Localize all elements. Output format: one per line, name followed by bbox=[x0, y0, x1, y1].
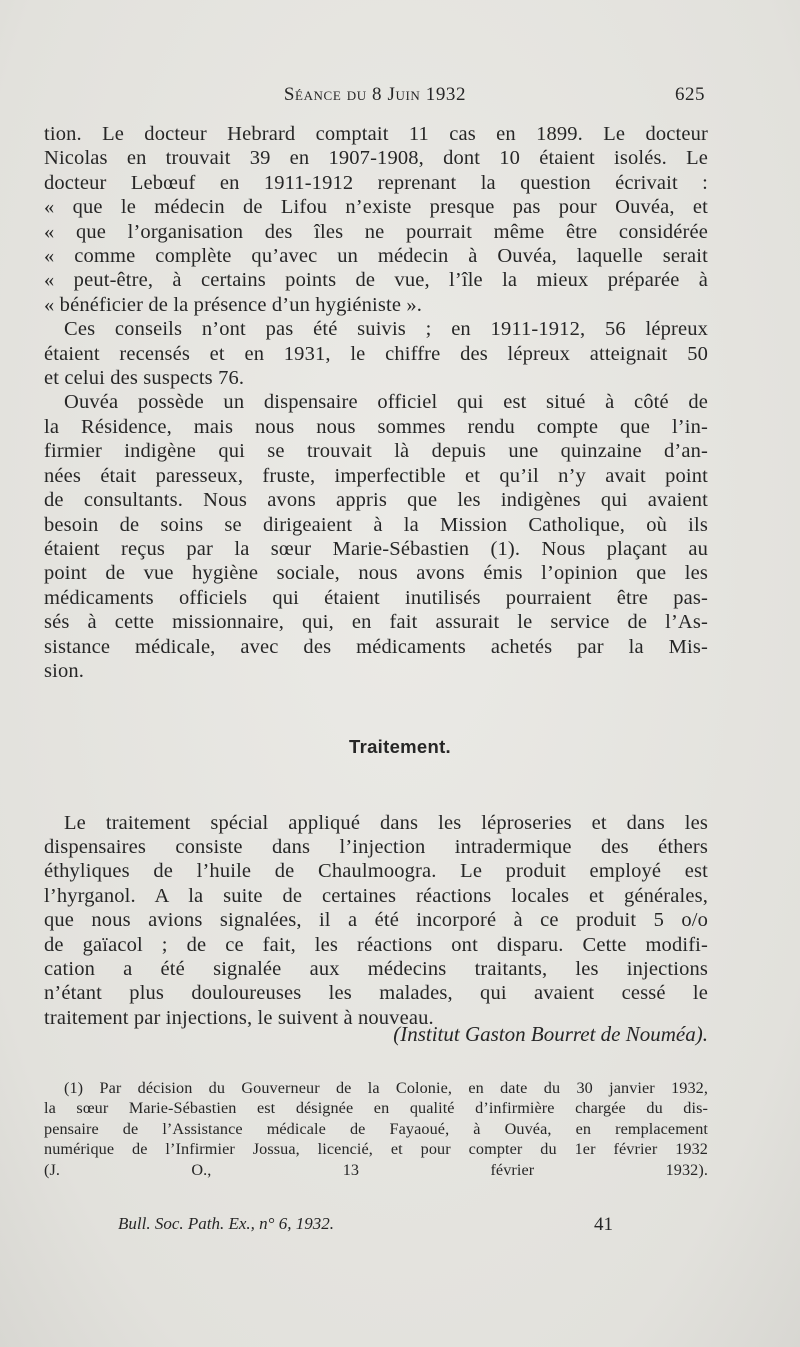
text-line: Ces conseils n’ont pas été suivis ; en 1911-1912, 56 lépreux bbox=[64, 318, 708, 341]
page-number: 625 bbox=[675, 84, 705, 105]
text-line: « que le médecin de Lifou n’existe presque pas pour Ouvéa, et bbox=[44, 196, 708, 219]
footnote-line: (1) Par décision du Gouverneur de la Colonie, en date du 30 janvier 1932, bbox=[64, 1079, 708, 1097]
text-line: sion. bbox=[44, 659, 85, 682]
paragraph-2 bbox=[44, 317, 708, 390]
body-text bbox=[44, 122, 708, 683]
footnote-line: la sœur Marie-Sébastien est désignée en qualité d’infirmière chargée du dis- bbox=[44, 1099, 708, 1118]
text-line: dispensaires consiste dans l’injection intradermique des éthers bbox=[44, 835, 708, 858]
text-line: « bénéficier de la présence d’un hygiéniste ». bbox=[44, 293, 423, 316]
text-line: de consultants. Nous avons appris que les indigènes qui avaient bbox=[44, 489, 708, 512]
text-line: « que l’organisation des îles ne pourrait même être considérée bbox=[44, 220, 708, 243]
text-line: Le traitement spécial appliqué dans les léproseries et dans les bbox=[64, 811, 708, 834]
running-head bbox=[45, 84, 705, 112]
text-line: docteur Lebœuf en 1911-1912 reprenant la question écrivait : bbox=[44, 171, 708, 194]
text-line: étaient recensés et en 1931, le chiffre des lépreux atteignait 50 bbox=[44, 342, 708, 365]
section-heading: Traitement. bbox=[349, 736, 451, 757]
footnote-line: pensaire de l’Assistance médicale de Fayaoué, à Ouvéa, en remplacement bbox=[44, 1119, 708, 1138]
journal-citation: Bull. Soc. Path. Ex., n° 6, 1932. bbox=[118, 1214, 334, 1233]
text-line: n’étant plus douloureuses les malades, qui avaient cessé le bbox=[44, 982, 708, 1005]
text-line: que nous avions signalées, il a été incorporé à ce produit 5 o/o bbox=[44, 909, 708, 932]
running-title: Séance du 8 Juin 1932 bbox=[283, 84, 467, 105]
text-line: traitement par injections, le suivent à nouveau. bbox=[44, 1006, 434, 1029]
paragraph-4 bbox=[44, 811, 708, 1031]
paragraph-3 bbox=[44, 390, 708, 683]
text-line: cation a été signalée aux médecins traitants, les injections bbox=[44, 957, 708, 980]
text-line: de gaïacol ; de ce fait, les réactions ont disparu. Cette modifi- bbox=[44, 933, 708, 956]
text-line: éthyliques de l’huile de Chaulmoogra. Le produit employé est bbox=[44, 860, 708, 883]
text-line: tion. Le docteur Hebrard comptait 11 cas en 1899. Le docteur bbox=[44, 123, 708, 145]
text-line: l’hyrganol. A la suite de certaines réactions locales et générales, bbox=[44, 884, 708, 907]
footnote-line: (J. O., 13 février 1932). bbox=[44, 1160, 708, 1179]
text-line: besoin de soins se dirigeaient à la Mission Catholique, où ils bbox=[44, 513, 708, 536]
text-line: Nicolas en trouvait 39 en 1907-1908, dont 10 étaient isolés. Le bbox=[44, 147, 708, 170]
text-line: « comme complète qu’avec un médecin à Ouvéa, laquelle serait bbox=[44, 245, 708, 268]
footnote bbox=[44, 1078, 708, 1180]
source-attribution: (Institut Gaston Bourret de Nouméa). bbox=[393, 1022, 708, 1046]
signature-mark: 41 bbox=[594, 1214, 613, 1235]
text-line: sés à cette missionnaire, qui, en fait assurait le service de l’As- bbox=[44, 611, 708, 634]
text-line: firmier indigène qui se trouvait là depuis une quinzaine d’an- bbox=[44, 440, 708, 463]
paragraph-1 bbox=[44, 122, 708, 317]
text-line: sistance médicale, avec des médicaments achetés par la Mis- bbox=[44, 635, 708, 658]
text-line: « peut-être, à certains points de vue, l’île la mieux préparée à bbox=[44, 269, 708, 292]
text-line: point de vue hygiène sociale, nous avons émis l’opinion que les bbox=[44, 562, 708, 585]
text-line: Ouvéa possède un dispensaire officiel qui est situé à côté de bbox=[64, 391, 708, 414]
text-line: médicaments officiels qui étaient inutilisés pourraient être pas- bbox=[44, 586, 708, 609]
text-line: et celui des suspects 76. bbox=[44, 367, 245, 390]
text-line: nées était paresseux, fruste, imperfectible et qu’il n’y avait point bbox=[44, 464, 708, 487]
text-line: la Résidence, mais nous nous sommes rendu compte que l’in- bbox=[44, 415, 708, 438]
text-line: étaient reçus par la sœur Marie-Sébastien (1). Nous plaçant au bbox=[44, 537, 708, 560]
footnote-line: numérique de l’Infirmier Jossua, licencié, et pour compter du 1er février 1932 bbox=[44, 1140, 708, 1159]
body-text-2 bbox=[44, 790, 708, 1051]
